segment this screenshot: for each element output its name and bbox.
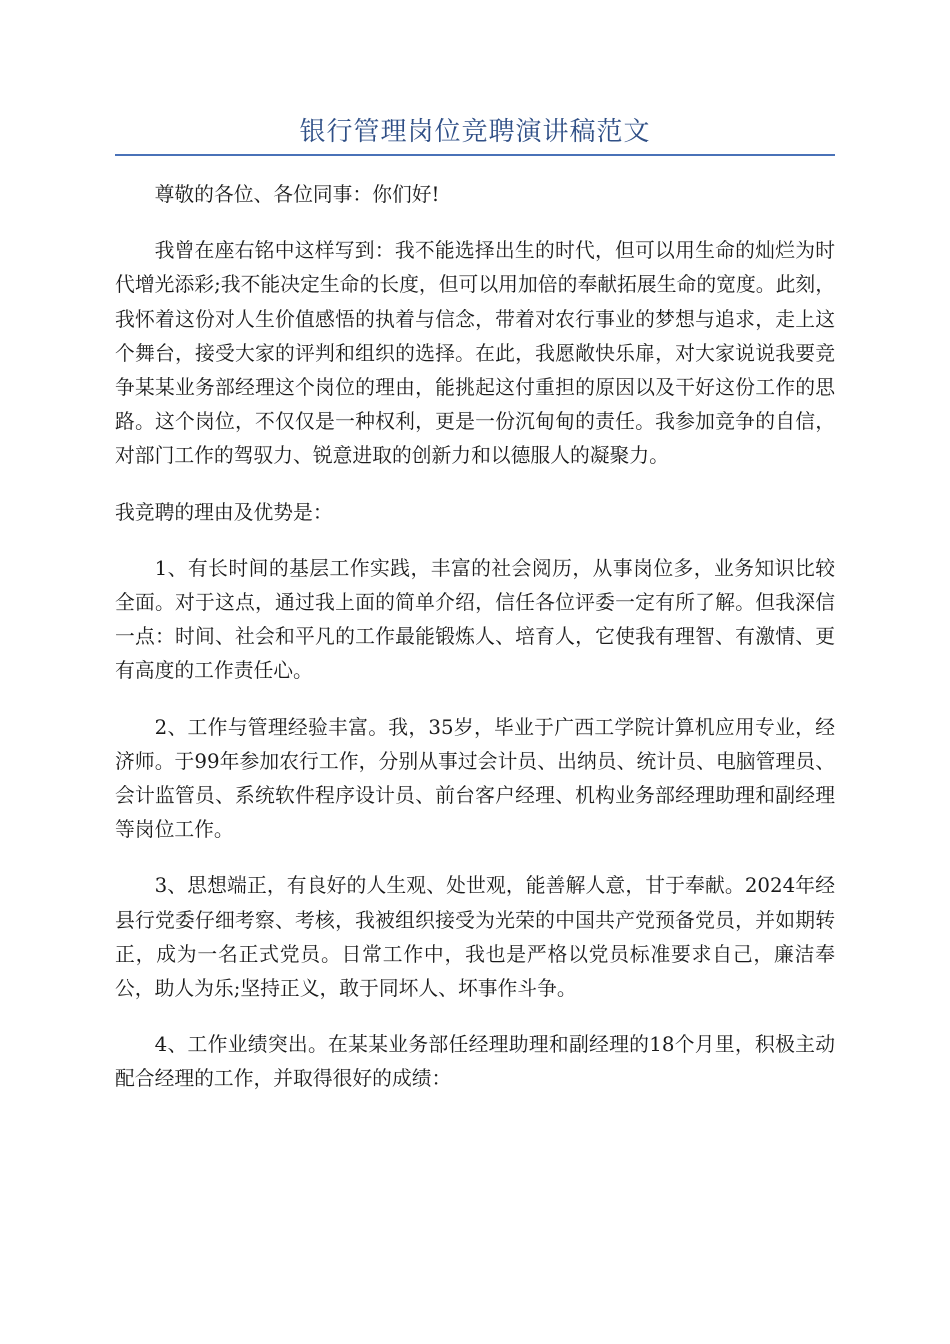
reasons-heading: 我竞聘的理由及优势是： [115,500,333,524]
document-body [115,178,835,1111]
document-title: 银行管理岗位竞聘演讲稿范文 [299,117,651,147]
reason-paragraph-3: 3、思想端正，有良好的人生观、处世观，能善解人意，甘于奉献。2024年经县行党委仔细考察、考核，我被组织接受为光荣的中国共产党预备党员，并如期转正，成为一名正式党员。日常工作中，我也是严格以党员标准要求自己，廉洁奉公，助人为乐;坚持正义，敢于同坏人、坏事作斗争。 [115,874,835,1001]
greeting-paragraph: 尊敬的各位、各位同事：你们好! [154,183,440,206]
intro-paragraph: 我曾在座右铭中这样写到：我不能选择出生的时代，但可以用生命的灿烂为时代增光添彩;我不能决定生命的长度，但可以用加倍的奉献拓展生命的宽度。此刻，我怀着这份对人生价值感悟的执着与信念，带着对农行事业的梦想与追求，走上这个舞台，接受大家的评判和组织的选择。在此，我愿敞快乐扉，对大家说说我要竞争某某业务部经理这个岗位的理由，能挑起这付重担的原因以及干好这份工作的思路。这个岗位，不仅仅是一种权利，更是一份沉甸甸的责任。我参加竞争的自信，对部门工作的驾驭力、锐意进取的创新力和以德服人的凝聚力。 [115,239,835,468]
reason-paragraph-1: 1、有长时间的基层工作实践，丰富的社会阅历，从事岗位多，业务知识比较全面。对于这点，通过我上面的简单介绍，信任各位评委一定有所了解。但我深信一点：时间、社会和平凡的工作最能锻炼人、培育人，它使我有理智、有激情、更有高度的工作责任心。 [115,556,835,683]
title-underline [115,154,835,156]
reason-paragraph-4: 4、工作业绩突出。在某某业务部任经理助理和副经理的18个月里，积极主动配合经理的工作，并取得很好的成绩： [115,1033,835,1091]
reason-paragraph-2: 2、工作与管理经验丰富。我，35岁，毕业于广西工学院计算机应用专业，经济师。于99年参加农行工作，分别从事过会计员、出纳员、统计员、电脑管理员、会计监管员、系统软件程序设计员、前台客户经理、机构业务部经理助理和副经理等岗位工作。 [115,715,835,842]
